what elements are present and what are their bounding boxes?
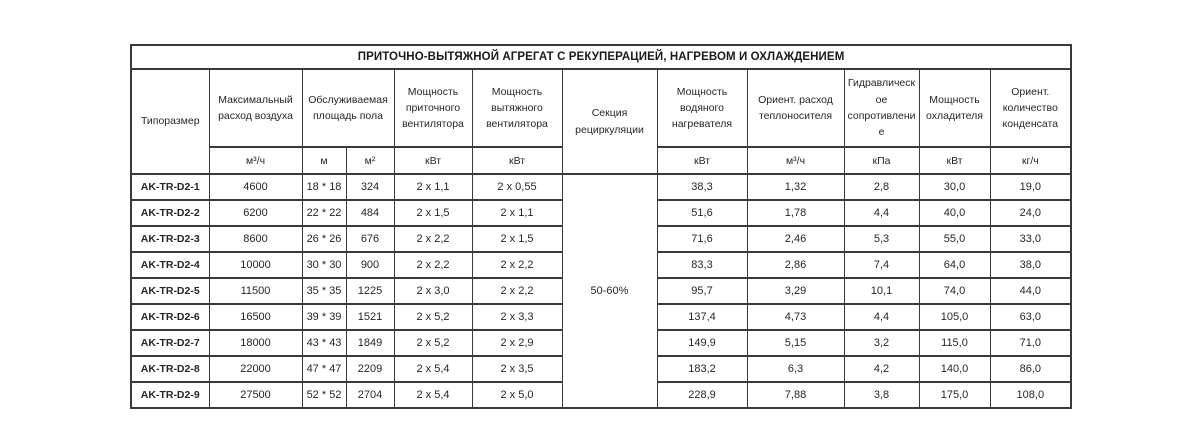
cell-coolant-flow: 4,73 bbox=[747, 304, 844, 330]
unit-hydraulic-resistance: кПа bbox=[844, 147, 919, 174]
cell-area-m2: 1849 bbox=[346, 330, 394, 356]
col-header-airflow: Максимальный расход воздуха bbox=[209, 69, 302, 147]
cell-area-m2: 484 bbox=[346, 200, 394, 226]
cell-supply-fan: 2 x 5,2 bbox=[394, 330, 472, 356]
cell-area-m2: 2704 bbox=[346, 382, 394, 408]
spec-table bbox=[130, 44, 1072, 409]
cell-hydraulic-resistance: 5,3 bbox=[844, 226, 919, 252]
cell-coolant-flow: 1,78 bbox=[747, 200, 844, 226]
row-typesize: AK-TR-D2-3 bbox=[131, 226, 209, 252]
cell-coolant-flow: 2,46 bbox=[747, 226, 844, 252]
cell-airflow: 6200 bbox=[209, 200, 302, 226]
row-typesize: AK-TR-D2-2 bbox=[131, 200, 209, 226]
cell-airflow: 16500 bbox=[209, 304, 302, 330]
table-header-row bbox=[131, 69, 1071, 147]
cell-area-m2: 2209 bbox=[346, 356, 394, 382]
cell-supply-fan: 2 x 3,0 bbox=[394, 278, 472, 304]
cell-condensate: 71,0 bbox=[990, 330, 1071, 356]
cell-area-m2: 900 bbox=[346, 252, 394, 278]
cell-cooler: 105,0 bbox=[919, 304, 990, 330]
cell-area-m: 47 * 47 bbox=[302, 356, 346, 382]
cell-cooler: 115,0 bbox=[919, 330, 990, 356]
cell-area-m2: 1225 bbox=[346, 278, 394, 304]
col-header-recirculation: Секция рециркуляции bbox=[562, 69, 657, 174]
cell-supply-fan: 2 x 5,4 bbox=[394, 382, 472, 408]
cell-condensate: 108,0 bbox=[990, 382, 1071, 408]
cell-hydraulic-resistance: 10,1 bbox=[844, 278, 919, 304]
cell-heater: 183,2 bbox=[657, 356, 747, 382]
cell-coolant-flow: 5,15 bbox=[747, 330, 844, 356]
cell-condensate: 33,0 bbox=[990, 226, 1071, 252]
row-typesize: AK-TR-D2-9 bbox=[131, 382, 209, 408]
cell-area-m2: 1521 bbox=[346, 304, 394, 330]
cell-hydraulic-resistance: 7,4 bbox=[844, 252, 919, 278]
cell-exhaust-fan: 2 x 1,5 bbox=[472, 226, 562, 252]
unit-area-m: м bbox=[302, 147, 346, 174]
cell-cooler: 30,0 bbox=[919, 174, 990, 200]
unit-airflow: м³/ч bbox=[209, 147, 302, 174]
cell-hydraulic-resistance: 2,8 bbox=[844, 174, 919, 200]
col-header-supply-fan: Мощность приточного вентилятора bbox=[394, 69, 472, 147]
cell-supply-fan: 2 x 1,1 bbox=[394, 174, 472, 200]
cell-area-m: 22 * 22 bbox=[302, 200, 346, 226]
cell-area-m: 26 * 26 bbox=[302, 226, 346, 252]
cell-supply-fan: 2 x 5,4 bbox=[394, 356, 472, 382]
cell-heater: 83,3 bbox=[657, 252, 747, 278]
cell-heater: 137,4 bbox=[657, 304, 747, 330]
unit-heater: кВт bbox=[657, 147, 747, 174]
cell-airflow: 8600 bbox=[209, 226, 302, 252]
cell-cooler: 55,0 bbox=[919, 226, 990, 252]
cell-coolant-flow: 6,3 bbox=[747, 356, 844, 382]
cell-supply-fan: 2 x 2,2 bbox=[394, 226, 472, 252]
unit-supply-fan: кВт bbox=[394, 147, 472, 174]
cell-heater: 38,3 bbox=[657, 174, 747, 200]
cell-heater: 149,9 bbox=[657, 330, 747, 356]
cell-condensate: 86,0 bbox=[990, 356, 1071, 382]
col-header-exhaust-fan: Мощность вытяжного вентилятора bbox=[472, 69, 562, 147]
col-header-cooler: Мощность охладителя bbox=[919, 69, 990, 147]
cell-airflow: 10000 bbox=[209, 252, 302, 278]
cell-hydraulic-resistance: 4,2 bbox=[844, 356, 919, 382]
row-typesize: AK-TR-D2-4 bbox=[131, 252, 209, 278]
cell-condensate: 24,0 bbox=[990, 200, 1071, 226]
cell-airflow: 11500 bbox=[209, 278, 302, 304]
cell-airflow: 22000 bbox=[209, 356, 302, 382]
cell-cooler: 175,0 bbox=[919, 382, 990, 408]
table-title: ПРИТОЧНО-ВЫТЯЖНОЙ АГРЕГАТ С РЕКУПЕРАЦИЕЙ, НАГРЕВОМ И ОХЛАЖДЕНИЕМ bbox=[131, 45, 1071, 69]
cell-area-m: 30 * 30 bbox=[302, 252, 346, 278]
col-header-hydraulic-resistance: Гидравлическое сопротивление bbox=[844, 69, 919, 147]
cell-cooler: 140,0 bbox=[919, 356, 990, 382]
col-header-condensate: Ориент. количество конденсата bbox=[990, 69, 1071, 147]
cell-supply-fan: 2 x 2,2 bbox=[394, 252, 472, 278]
cell-area-m: 35 * 35 bbox=[302, 278, 346, 304]
cell-coolant-flow: 7,88 bbox=[747, 382, 844, 408]
cell-cooler: 74,0 bbox=[919, 278, 990, 304]
cell-coolant-flow: 1,32 bbox=[747, 174, 844, 200]
row-typesize: AK-TR-D2-7 bbox=[131, 330, 209, 356]
cell-supply-fan: 2 x 5,2 bbox=[394, 304, 472, 330]
cell-coolant-flow: 2,86 bbox=[747, 252, 844, 278]
unit-exhaust-fan: кВт bbox=[472, 147, 562, 174]
cell-exhaust-fan: 2 x 1,1 bbox=[472, 200, 562, 226]
row-typesize: AK-TR-D2-1 bbox=[131, 174, 209, 200]
cell-exhaust-fan: 2 x 2,2 bbox=[472, 278, 562, 304]
cell-area-m: 52 * 52 bbox=[302, 382, 346, 408]
cell-recirculation: 50-60% bbox=[562, 174, 657, 408]
cell-heater: 71,6 bbox=[657, 226, 747, 252]
unit-coolant-flow: м³/ч bbox=[747, 147, 844, 174]
cell-area-m: 18 * 18 bbox=[302, 174, 346, 200]
col-header-coolant-flow: Ориент. расход теплоносителя bbox=[747, 69, 844, 147]
cell-exhaust-fan: 2 x 3,3 bbox=[472, 304, 562, 330]
cell-cooler: 64,0 bbox=[919, 252, 990, 278]
cell-area-m2: 324 bbox=[346, 174, 394, 200]
unit-condensate: кг/ч bbox=[990, 147, 1071, 174]
row-typesize: AK-TR-D2-8 bbox=[131, 356, 209, 382]
col-header-heater: Мощность водяного нагревателя bbox=[657, 69, 747, 147]
cell-airflow: 27500 bbox=[209, 382, 302, 408]
cell-airflow: 4600 bbox=[209, 174, 302, 200]
unit-cooler: кВт bbox=[919, 147, 990, 174]
col-header-typesize: Типоразмер bbox=[131, 69, 209, 174]
cell-exhaust-fan: 2 x 3,5 bbox=[472, 356, 562, 382]
cell-hydraulic-resistance: 4,4 bbox=[844, 304, 919, 330]
cell-area-m2: 676 bbox=[346, 226, 394, 252]
unit-area-m2: м² bbox=[346, 147, 394, 174]
cell-exhaust-fan: 2 x 2,2 bbox=[472, 252, 562, 278]
cell-exhaust-fan: 2 x 2,9 bbox=[472, 330, 562, 356]
cell-hydraulic-resistance: 3,8 bbox=[844, 382, 919, 408]
table-title-row bbox=[131, 45, 1071, 69]
col-header-area: Обслуживаемая площадь пола bbox=[302, 69, 394, 147]
cell-condensate: 19,0 bbox=[990, 174, 1071, 200]
cell-condensate: 38,0 bbox=[990, 252, 1071, 278]
cell-airflow: 18000 bbox=[209, 330, 302, 356]
cell-exhaust-fan: 2 x 0,55 bbox=[472, 174, 562, 200]
cell-heater: 51,6 bbox=[657, 200, 747, 226]
cell-heater: 228,9 bbox=[657, 382, 747, 408]
table-row bbox=[131, 174, 1071, 200]
cell-hydraulic-resistance: 3,2 bbox=[844, 330, 919, 356]
cell-area-m: 43 * 43 bbox=[302, 330, 346, 356]
cell-coolant-flow: 3,29 bbox=[747, 278, 844, 304]
cell-hydraulic-resistance: 4,4 bbox=[844, 200, 919, 226]
cell-condensate: 63,0 bbox=[990, 304, 1071, 330]
cell-supply-fan: 2 x 1,5 bbox=[394, 200, 472, 226]
cell-area-m: 39 * 39 bbox=[302, 304, 346, 330]
cell-cooler: 40,0 bbox=[919, 200, 990, 226]
cell-exhaust-fan: 2 x 5,0 bbox=[472, 382, 562, 408]
row-typesize: AK-TR-D2-6 bbox=[131, 304, 209, 330]
cell-heater: 95,7 bbox=[657, 278, 747, 304]
cell-condensate: 44,0 bbox=[990, 278, 1071, 304]
row-typesize: AK-TR-D2-5 bbox=[131, 278, 209, 304]
